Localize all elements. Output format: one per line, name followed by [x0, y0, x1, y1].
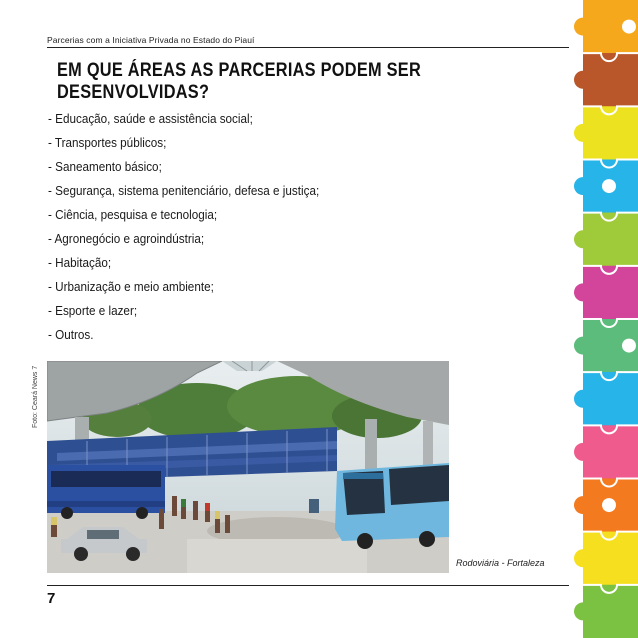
puzzle-piece	[574, 160, 638, 214]
bus-terminal-photo	[47, 361, 449, 573]
puzzle-piece	[574, 53, 638, 107]
list-item: - Segurança, sistema penitenciário, defesa e justiça;	[48, 183, 320, 198]
puzzle-border-decoration	[569, 0, 638, 638]
areas-list	[48, 109, 349, 349]
list-item: - Agronegócio e agroindústria;	[48, 231, 205, 246]
list-item: - Transportes públicos;	[48, 135, 167, 150]
puzzle-piece	[574, 319, 638, 373]
puzzle-piece	[574, 372, 638, 426]
footer-divider	[47, 585, 569, 586]
header-divider	[47, 47, 569, 48]
list-item: - Esporte e lazer;	[48, 303, 138, 318]
list-item: - Educação, saúde e assistência social;	[48, 111, 253, 126]
list-item: - Urbanização e meio ambiente;	[48, 279, 214, 294]
puzzle-piece	[574, 585, 638, 638]
puzzle-piece	[574, 213, 638, 267]
list-item: - Habitação;	[48, 255, 112, 270]
puzzle-piece	[574, 425, 638, 479]
puzzle-piece	[574, 266, 638, 320]
section-title: EM QUE ÁREAS AS PARCERIAS PODEM SER DESENVOLVIDAS?	[57, 60, 422, 103]
page-number: 7	[47, 590, 56, 607]
list-item: - Saneamento básico;	[48, 159, 162, 174]
list-item: - Ciência, pesquisa e tecnologia;	[48, 207, 218, 222]
running-header: Parcerias com a Iniciativa Privada no Estado do Piauí	[47, 35, 255, 45]
puzzle-piece	[574, 479, 638, 533]
list-item: - Outros.	[48, 327, 94, 342]
photo-caption: Rodoviária - Fortaleza	[456, 558, 545, 568]
puzzle-piece	[574, 106, 638, 160]
puzzle-piece	[574, 0, 638, 54]
photo-credit: Foto: Ceará News 7	[32, 365, 39, 428]
puzzle-piece	[574, 532, 638, 586]
